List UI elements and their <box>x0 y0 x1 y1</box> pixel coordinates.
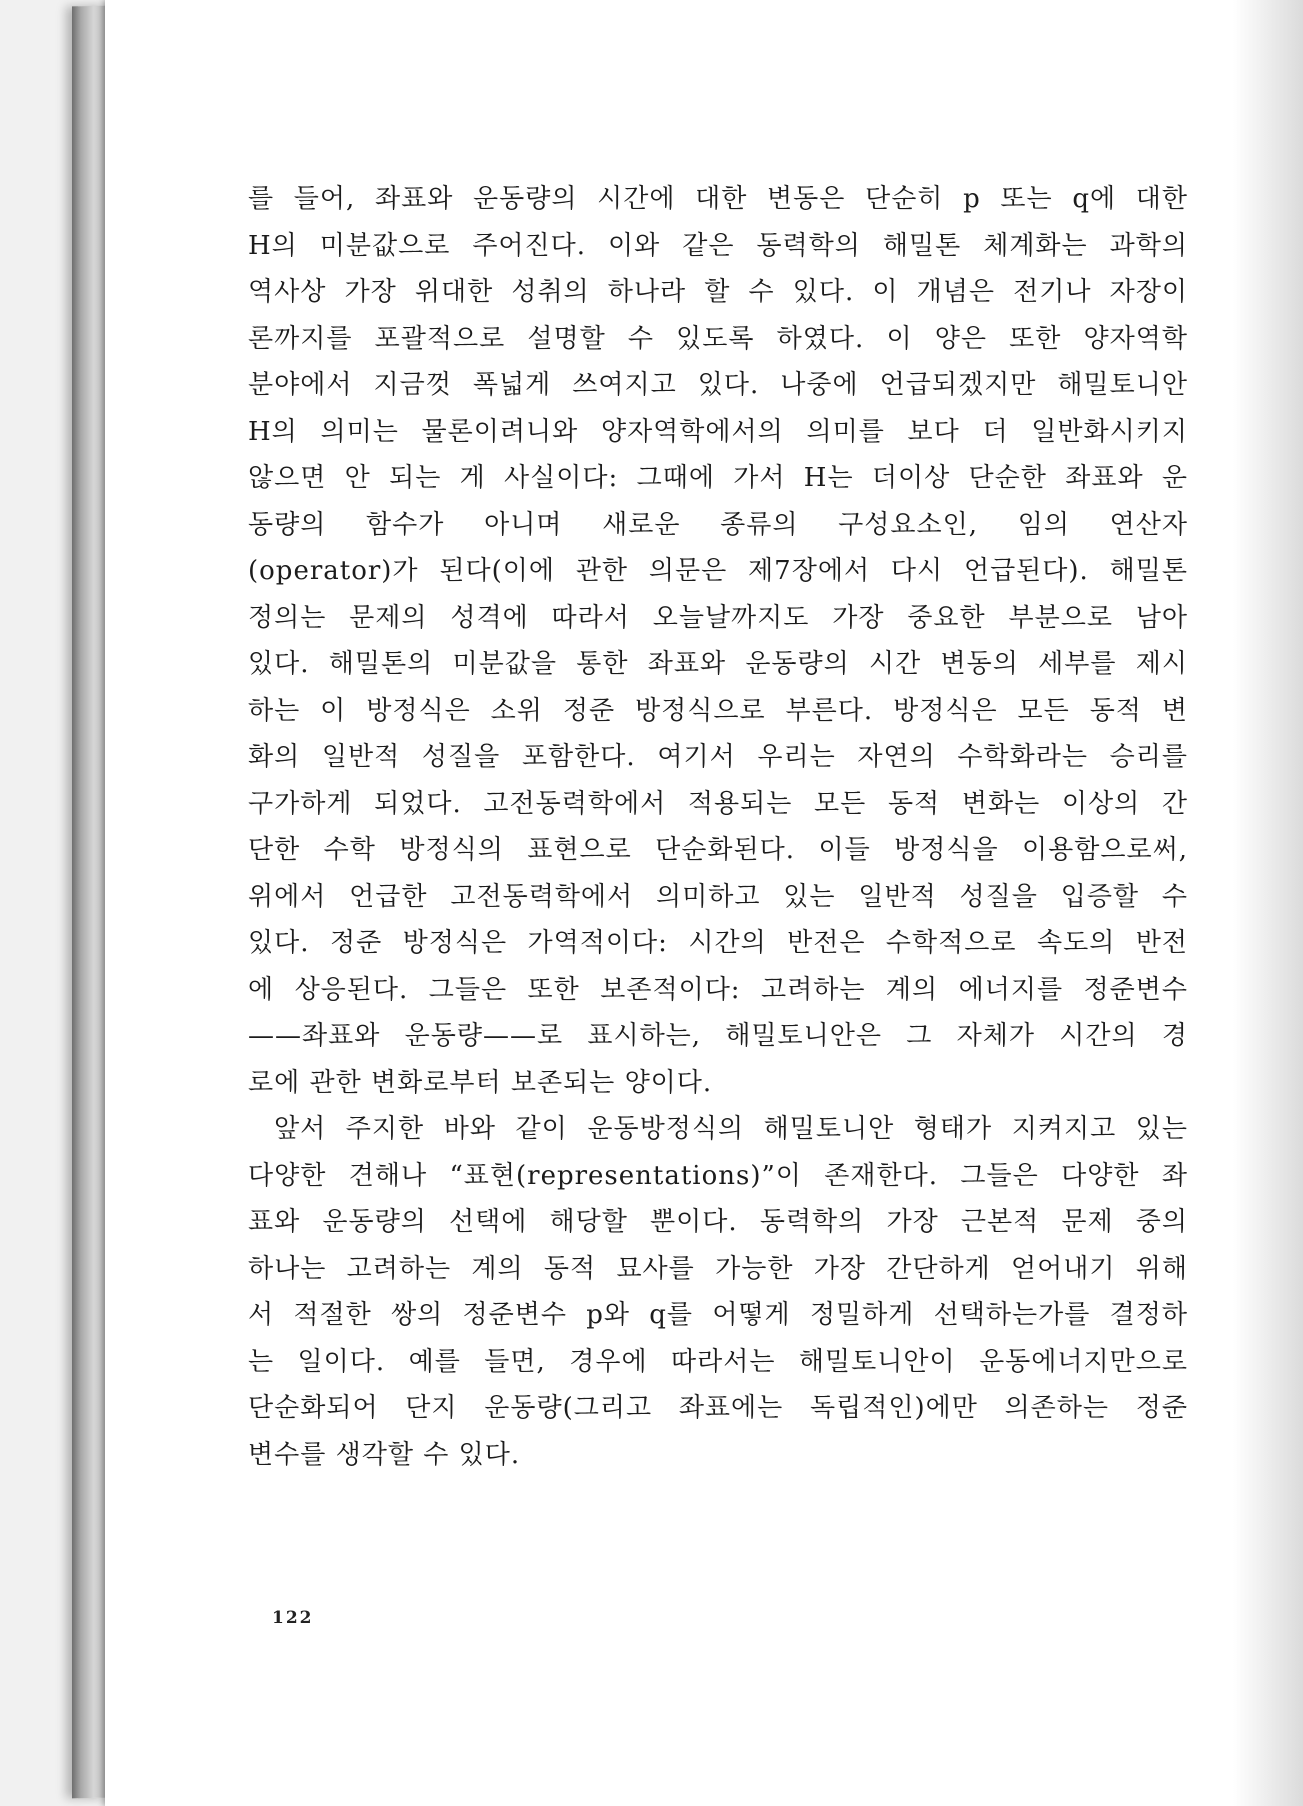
text-line: 정의는 문제의 성격에 따라서 오늘날까지도 가장 중요한 부분으로 남아 <box>248 602 1188 633</box>
text-line: 구가하게 되었다. 고전동력학에서 적용되는 모든 동적 변화는 이상의 간 <box>248 788 1188 819</box>
text-line: 있다. 해밀톤의 미분값을 통한 좌표와 운동량의 시간 변동의 세부를 제시 <box>248 649 1188 679</box>
text-line: 화의 일반적 성질을 포함한다. 여기서 우리는 자연의 수학화라는 승리를 <box>248 742 1188 772</box>
text-line: H의 미분값으로 주어진다. 이와 같은 동력학의 해밀톤 체계화는 과학의 <box>248 230 1188 261</box>
text-line: 있다. 정준 방정식은 가역적이다: 시간의 반전은 수학적으로 속도의 반전 <box>248 928 1188 958</box>
text-line: 표와 운동량의 선택에 해당할 뿐이다. 동력학의 가장 근본적 문제 중의 <box>248 1207 1188 1237</box>
page-edge-shadow <box>1233 0 1303 1806</box>
text-line: 분야에서 지금껏 폭넓게 쓰여지고 있다. 나중에 언급되겠지만 해밀토니안 <box>248 370 1188 400</box>
text-line: 를 들어, 좌표와 운동량의 시간에 대한 변동은 단순히 p 또는 q에 대한 <box>248 184 1188 214</box>
text-line: H의 의미는 물론이려니와 양자역학에서의 의미를 보다 더 일반화시키지 <box>248 416 1188 447</box>
paragraph-1 <box>248 176 1188 1106</box>
text-line: 서 적절한 쌍의 정준변수 p와 q를 어떻게 정밀하게 선택하는가를 결정하 <box>248 1300 1188 1330</box>
text-line: 하나는 고려하는 계의 동적 묘사를 가능한 가장 간단하게 얻어내기 위해 <box>248 1253 1188 1284</box>
paragraph-2 <box>248 1106 1188 1478</box>
text-line: 동량의 함수가 아니며 새로운 종류의 구성요소인, 임의 연산자 <box>248 509 1188 540</box>
text-line: 앞서 주지한 바와 같이 운동방정식의 해밀토니안 형태가 지켜지고 있는 <box>274 1114 1188 1144</box>
text-line: 변수를 생각할 수 있다. <box>248 1439 521 1470</box>
text-line: 에 상응된다. 그들은 또한 보존적이다: 고려하는 계의 에너지를 정준변수 <box>248 974 1188 1005</box>
text-line: (operator)가 된다(이에 관한 의문은 제7장에서 다시 언급된다). 해밀톤 <box>248 556 1188 586</box>
text-line: 위에서 언급한 고전동력학에서 의미하고 있는 일반적 성질을 입증할 수 <box>248 881 1188 912</box>
body-text <box>248 176 1188 1478</box>
text-line: 하는 이 방정식은 소위 정준 방정식으로 부른다. 방정식은 모든 동적 변 <box>248 695 1188 726</box>
page-number: 122 <box>272 1608 314 1628</box>
text-line: 로에 관한 변화로부터 보존되는 양이다. <box>248 1067 713 1098</box>
text-line: 단한 수학 방정식의 표현으로 단순화된다. 이들 방정식을 이용함으로써, <box>248 835 1188 865</box>
text-line: 론까지를 포괄적으로 설명할 수 있도록 하였다. 이 양은 또한 양자역학 <box>248 323 1188 354</box>
text-line: 않으면 안 되는 게 사실이다: 그때에 가서 H는 더이상 단순한 좌표와 운 <box>248 463 1188 493</box>
text-line: 단순화되어 단지 운동량(그리고 좌표에는 독립적인)에만 의존하는 정준 <box>248 1393 1188 1423</box>
text-line: 는 일이다. 예를 들면, 경우에 따라서는 해밀토니안이 운동에너지만으로 <box>248 1346 1188 1377</box>
book-spine <box>72 6 108 1799</box>
text-line: 다양한 견해나 “표현(representations)”이 존재한다. 그들은 다양한 좌 <box>248 1160 1188 1191</box>
text-line: 역사상 가장 위대한 성취의 하나라 할 수 있다. 이 개념은 전기나 자장이 <box>248 277 1188 307</box>
text-line: ——좌표와 운동량——로 표시하는, 해밀토니안은 그 자체가 시간의 경 <box>248 1021 1188 1051</box>
